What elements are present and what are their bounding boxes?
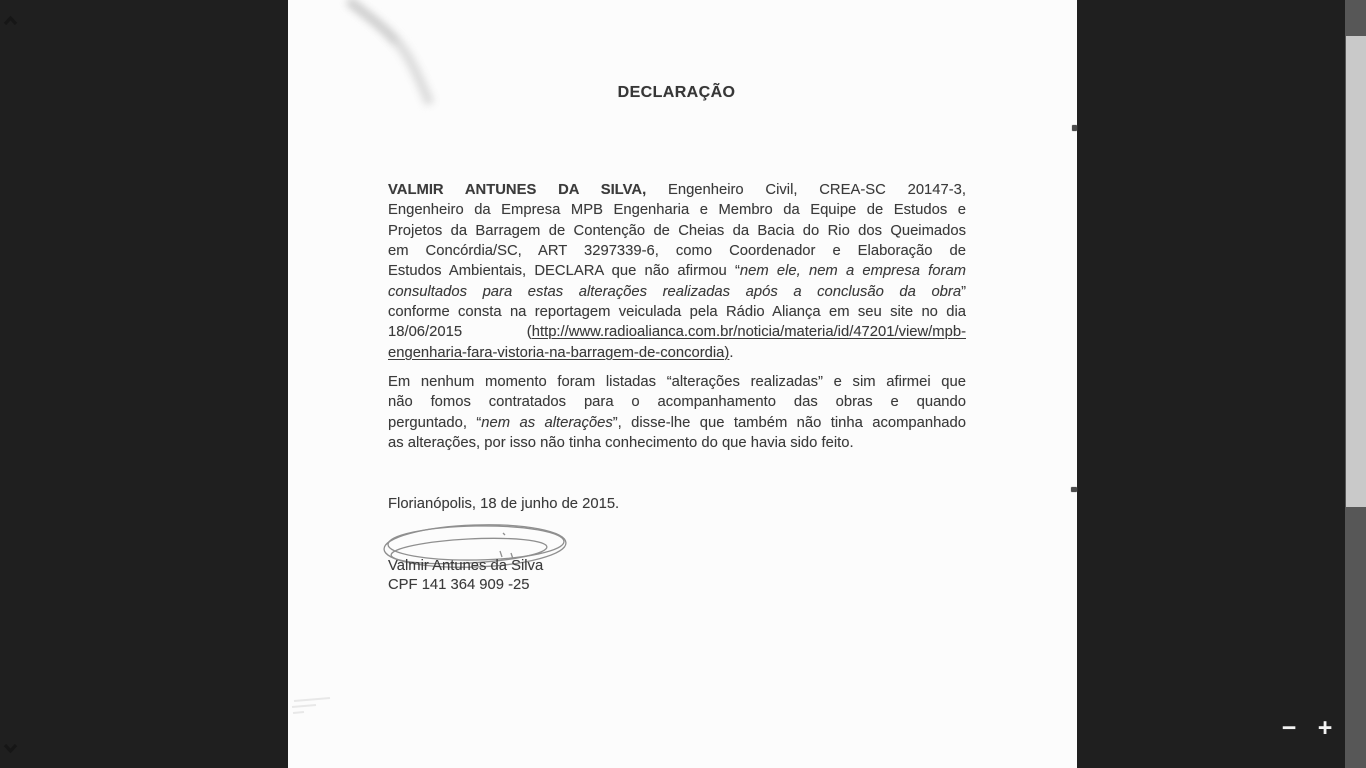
text-segment: ”, disse-lhe que também não tinha acompanhado	[612, 414, 966, 431]
text-line	[388, 302, 966, 322]
text-segment: VALMIR ANTUNES DA SILVA,	[388, 182, 647, 198]
text-line	[388, 322, 966, 342]
zoom-in-button[interactable]	[1311, 714, 1339, 742]
text-line	[388, 433, 966, 453]
text-line	[388, 413, 966, 433]
chevron-down-icon	[3, 743, 18, 754]
scan-artifact-bottom	[290, 695, 360, 719]
text-line	[388, 392, 966, 412]
text-segment: Projetos da Barragem de Contenção de Cheias da Bacia do Rio dos Queimados	[388, 222, 966, 239]
scroll-down-button[interactable]	[0, 740, 21, 756]
paragraph-clarification	[388, 372, 966, 453]
text-line	[388, 241, 966, 261]
date-line: Florianópolis, 18 de junho de 2015.	[388, 496, 620, 512]
text-segment: ”	[961, 283, 966, 300]
text-line	[388, 282, 966, 302]
vertical-scrollbar[interactable]	[1345, 0, 1366, 768]
text-line	[388, 221, 966, 241]
text-segment: perguntado, “	[388, 414, 482, 431]
text-segment: Estudos Ambientais, DECLARA que não afirmou “	[388, 263, 740, 280]
text-segment: conforme consta na reportagem veiculada pela Rádio Aliança em seu site no dia	[388, 304, 966, 321]
signature-cpf: CPF 141 364 909 -25	[388, 577, 530, 593]
text-segment: nem as alterações	[481, 414, 613, 431]
text-line	[388, 343, 966, 363]
paragraph-intro	[388, 180, 966, 363]
text-line	[388, 372, 966, 392]
document-page	[288, 0, 1077, 768]
text-line	[388, 180, 966, 200]
signature-name: Valmir Antunes da Silva	[388, 558, 544, 574]
text-segment: em Concórdia/SC, ART 3297339-6, como Coordenador e Elaboração de	[388, 243, 966, 260]
scrollbar-thumb[interactable]	[1346, 36, 1366, 507]
document-title: DECLARAÇÃO	[617, 84, 736, 101]
plus-icon: +	[1317, 714, 1333, 742]
text-line	[388, 200, 966, 220]
text-segment: não fomos contratados para o acompanhamento das obras e quando	[388, 394, 966, 411]
text-segment: nem ele, nem a empresa foram	[739, 263, 966, 280]
page-edge-mark	[1072, 125, 1077, 131]
hyperlink-text[interactable]: engenharia-fara-vistoria-na-barragem-de-concordia)	[388, 344, 730, 361]
text-segment: Engenheiro da Empresa MPB Engenharia e Membro da Equipe de Estudos e	[388, 202, 966, 219]
text-segment: Em nenhum momento foram listadas “alterações realizadas” e sim afirmei que	[388, 374, 966, 390]
text-segment: .	[729, 344, 734, 361]
zoom-out-button[interactable]	[1275, 714, 1303, 742]
text-line	[388, 261, 966, 281]
chevron-up-icon	[3, 15, 18, 26]
scroll-up-button[interactable]	[0, 12, 21, 28]
scan-smudge-artifact	[318, 0, 498, 120]
text-segment: consultados para estas alterações realizadas após a conclusão da obra	[388, 283, 962, 300]
hyperlink-text[interactable]: http://www.radioalianca.com.br/noticia/materia/id/47201/view/mpb-	[531, 324, 966, 341]
text-segment: Engenheiro Civil, CREA-SC 20147-3,	[646, 182, 967, 198]
text-segment: 18/06/2015 (	[388, 324, 532, 341]
page-edge-mark	[1071, 487, 1077, 492]
text-segment: as alterações, por isso não tinha conhecimento do que havia sido feito.	[388, 435, 854, 452]
minus-icon: −	[1281, 714, 1297, 742]
